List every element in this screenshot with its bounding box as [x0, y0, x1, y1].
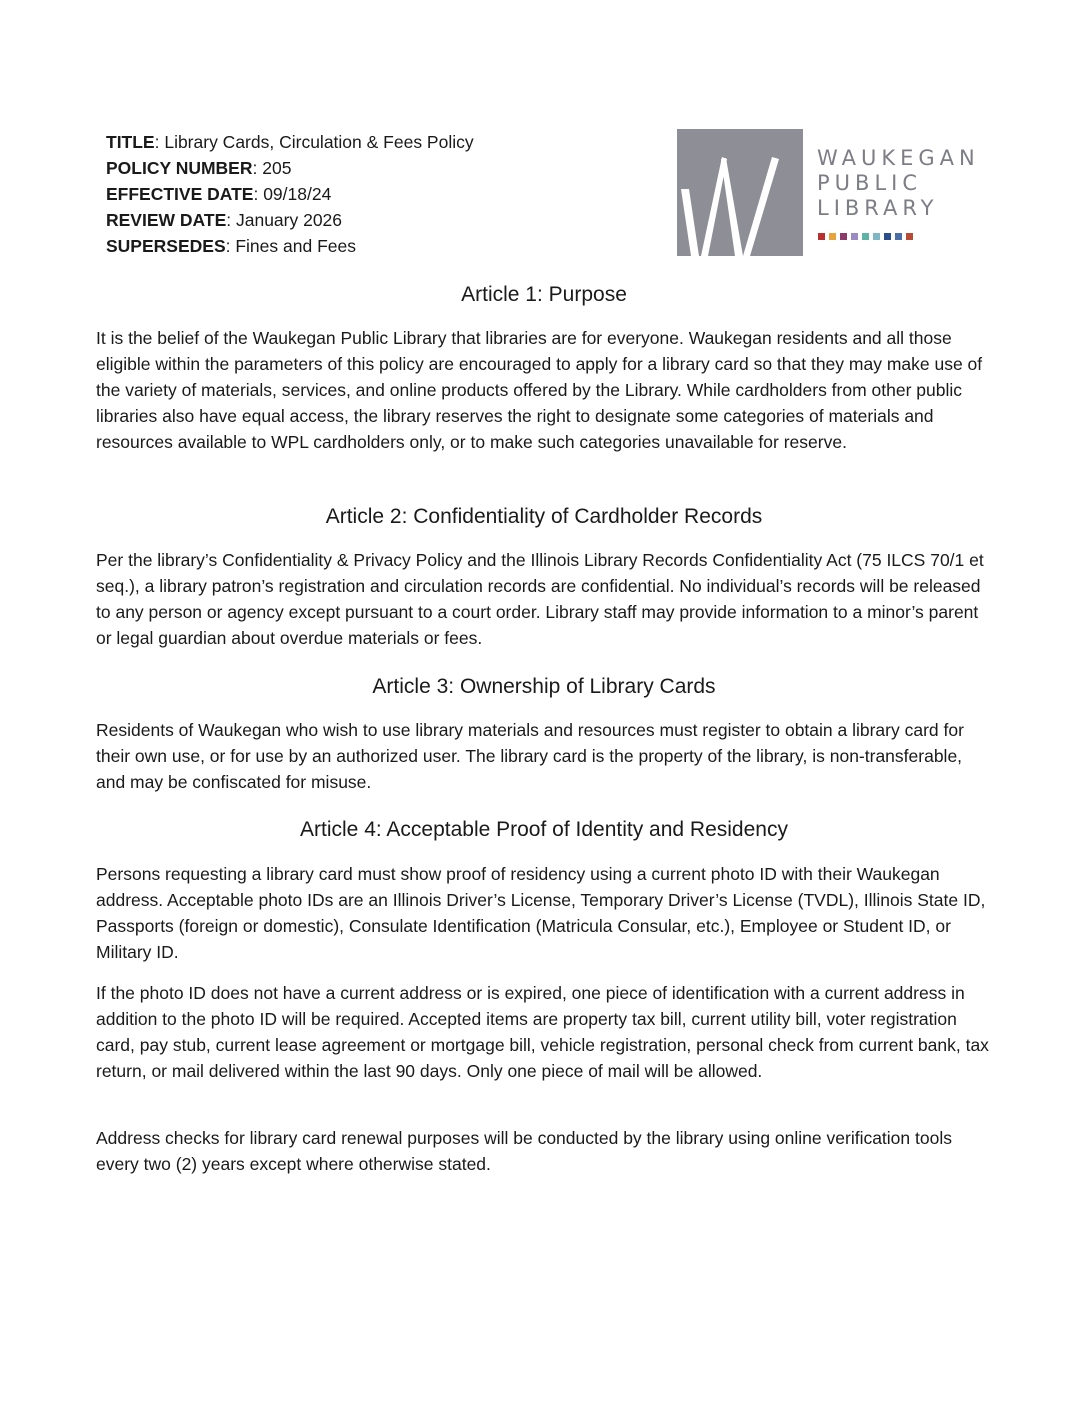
effective-date-key: EFFECTIVE DATE [106, 184, 254, 204]
review-date-value: : January 2026 [226, 210, 343, 230]
logo-square [818, 233, 825, 240]
logo-square [884, 233, 891, 240]
policy-number-value: : 205 [252, 158, 292, 178]
article-4-heading: Article 4: Acceptable Proof of Identity and Residency [300, 818, 788, 841]
article-4-paragraph-1: Persons requesting a library card must show proof of residency using a current photo ID with their Waukegan address. Acceptable photo IDs are an Illinois Driver’s License, Temporary Driver’s License (TVDL), Illinois State ID, Passports (foreign or domestic), Consulate Identification (Matricula Consular, etc.), Employee or Student ID, or Military ID. [96, 864, 986, 962]
logo-square [906, 233, 913, 240]
logo-square [873, 233, 880, 240]
logo-line-1: WAUKEGAN [817, 146, 980, 170]
logo-square [895, 233, 902, 240]
title-key: TITLE [106, 132, 155, 152]
logo-square [829, 233, 836, 240]
policy-number-line [106, 155, 474, 181]
supersedes-line [106, 233, 474, 259]
review-date-line [106, 207, 474, 233]
article-2-paragraph: Per the library’s Confidentiality & Privacy Policy and the Illinois Library Records Confidentiality Act (75 ILCS 70/1 et seq.), a library patron’s registration and circulation records are confidential. No individual’s records will be released to any person or agency except pursuant to a court order. Library staff may provide information to a minor’s parent or legal guardian about overdue materials or fees. [96, 550, 984, 648]
logo-square [851, 233, 858, 240]
logo-w-mark [677, 129, 803, 256]
logo-line-3: LIBRARY [817, 196, 939, 220]
article-1-heading: Article 1: Purpose [461, 283, 627, 306]
effective-date-value: : 09/18/24 [253, 184, 332, 204]
effective-date-line [106, 181, 474, 207]
article-2-heading: Article 2: Confidentiality of Cardholder Records [325, 505, 763, 528]
logo-line-2: PUBLIC [817, 171, 922, 195]
supersedes-value: : Fines and Fees [225, 236, 356, 256]
article-3-heading: Article 3: Ownership of Library Cards [372, 675, 716, 698]
policy-number-key: POLICY NUMBER [106, 158, 253, 178]
w-letter-icon [677, 129, 803, 256]
supersedes-key: SUPERSEDES [106, 236, 226, 256]
title-value: : Library Cards, Circulation & Fees Policy [154, 132, 474, 152]
logo-wordmark [817, 146, 980, 221]
library-logo [677, 129, 997, 256]
title-line [106, 129, 474, 155]
article-4-paragraph-2: If the photo ID does not have a current address or is expired, one piece of identification with a current address in addition to the photo ID will be required. Accepted items are property tax bill, current utility bill, voter registration card, pay stub, current lease agreement or mortgage bill, vehicle registration, personal check from current bank, tax return, or mail delivered within the last 90 days. Only one piece of mail will be allowed. [96, 983, 989, 1081]
article-3-paragraph: Residents of Waukegan who wish to use library materials and resources must register to obtain a library card for their own use, or for use by an authorized user. The library card is the property of the library, is non-transferable, and may be confiscated for misuse. [96, 720, 964, 792]
logo-square [862, 233, 869, 240]
logo-color-squares [818, 233, 913, 240]
review-date-key: REVIEW DATE [106, 210, 227, 230]
logo-square [840, 233, 847, 240]
article-1-paragraph: It is the belief of the Waukegan Public Library that libraries are for everyone. Waukegan residents and all those eligible within the parameters of this policy are encouraged to apply for a library card so that they may make use of the variety of materials, services, and online products offered by the Library. While cardholders from other public libraries also have equal access, the library reserves the right to designate some categories of materials and resources available to WPL cardholders only, or to make such categories unavailable for reserve. [96, 328, 983, 452]
article-4-paragraph-3: Address checks for library card renewal purposes will be conducted by the library using online verification tools every two (2) years except where otherwise stated. [96, 1128, 952, 1174]
policy-metadata [106, 129, 474, 259]
